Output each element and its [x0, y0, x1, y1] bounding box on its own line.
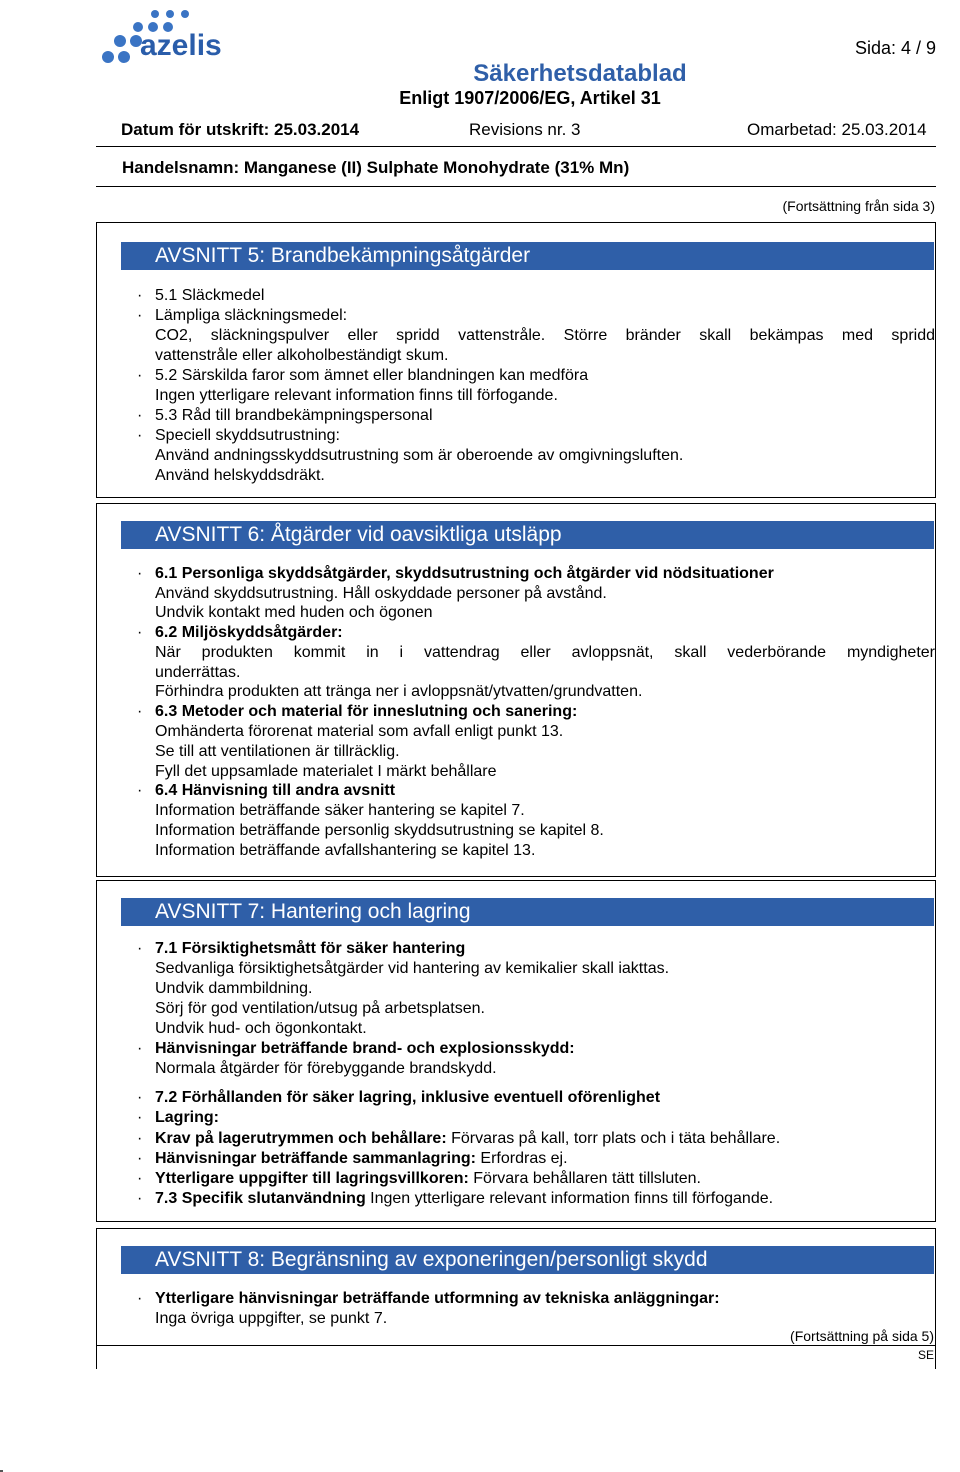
s7-line: 7.3 Specifik slutanvändning Ingen ytterligare relevant information finns till förfogande.: [155, 1190, 774, 1207]
s5-line: Lämpliga släckningsmedel:: [155, 307, 348, 324]
s8-line: Inga övriga uppgifter, se punkt 7.: [155, 1310, 388, 1327]
s5-line: Använd helskyddsdräkt.: [155, 467, 325, 484]
revised-date: Omarbetad: 25.03.2014: [747, 120, 927, 139]
revision-number: Revisions nr. 3: [469, 120, 581, 139]
continued-from: (Fortsättning från sida 3): [782, 198, 935, 214]
s6-line: Information beträffande avfallshantering se kapitel 13.: [155, 842, 536, 859]
s5-line: 5.1 Släckmedel: [155, 287, 265, 304]
section-7-heading: AVSNITT 7: Hantering och lagring: [121, 898, 934, 926]
section-8: AVSNITT 8: Begränsning av exponeringen/personligt skydd · Ytterligare hänvisningar beträffande utformning av tekniska anläggningar: Inga övriga uppgifter, se punkt 7.: [96, 1228, 936, 1369]
s6-line: Fyll det uppsamlade materialet I märkt behållare: [155, 763, 497, 780]
section-8-heading: AVSNITT 8: Begränsning av exponeringen/personligt skydd: [121, 1246, 934, 1274]
s7-line: Undvik hud- och ögonkontakt.: [155, 1020, 367, 1037]
s5-line: CO2, släckningspulver eller spridd vattenstråle. Större bränder skall bekämpas med spridd: [155, 327, 935, 344]
s6-line: 6.4 Hänvisning till andra avsnitt: [155, 782, 396, 799]
s7-line: Krav på lagerutrymmen och behållare: Förvaras på kall, torr plats och i täta behållare.: [155, 1130, 781, 1147]
s6-line: 6.3 Metoder och material för inneslutning och sanering:: [155, 703, 578, 720]
continued-on: (Fortsättning på sida 5): [790, 1328, 934, 1344]
s6-line: Undvik kontakt med huden och ögonen: [155, 604, 433, 621]
header-divider-2: [96, 186, 936, 187]
section-5: AVSNITT 5: Brandbekämpningsåtgärder · 5.1 Släckmedel · Lämpliga släckningsmedel: CO2, släckningspulver eller spridd vattenstråle. Större bränder skall bekämpas med spridd vattenstråle eller alkoholbeständigt skum. · 5.2 Särskilda faror som ämnet eller blandningen kan medföra Ingen ytterligare relevant information finns till förfogande. · 5.3 Råd till brandbekämpningspersonal · Speciell skyddsutrustning: Använd andningsskyddsutrustning som är oberoende av omgivningsluften. Använd helskyddsdräkt.: [96, 222, 936, 498]
trade-name: Handelsnamn: Manganese (II) Sulphate Monohydrate (31% Mn): [122, 158, 630, 177]
s6-line: Använd skyddsutrustning. Håll oskyddade personer på avstånd.: [155, 585, 607, 602]
s6-line: Förhindra produkten att tränga ner i avloppsnät/ytvatten/grundvatten.: [155, 683, 643, 700]
s8-line: Ytterligare hänvisningar beträffande utformning av tekniska anläggningar:: [155, 1290, 720, 1307]
section-5-heading: AVSNITT 5: Brandbekämpningsåtgärder: [121, 242, 934, 270]
s7-line: 7.1 Försiktighetsmått för säker hantering: [155, 940, 466, 957]
document-subtitle: Enligt 1907/2006/EG, Artikel 31: [399, 88, 661, 108]
page-number: Sida: 4 / 9: [854, 38, 936, 58]
s7-line: Normala åtgärder för förebyggande brandskydd.: [155, 1060, 497, 1077]
s5-line: Ingen ytterligare relevant information finns till förfogande.: [155, 387, 558, 404]
s6-line: Se till att ventilationen är tillräcklig.: [155, 743, 400, 760]
s7-line: Hänvisningar beträffande brand- och explosionsskydd:: [155, 1040, 575, 1057]
header-divider: [96, 146, 936, 147]
s5-line: 5.3 Råd till brandbekämpningspersonal: [155, 407, 433, 424]
s5-line: Speciell skyddsutrustning:: [155, 427, 340, 444]
s6-line: När produkten kommit in i vattendrag eller avloppsnät, skall vederbörande myndigheter: [155, 644, 935, 661]
s7-line: Hänvisningar beträffande sammanlagring: Erfordras ej.: [155, 1150, 568, 1167]
s6-line: Information beträffande personlig skyddsutrustning se kapitel 8.: [155, 822, 604, 839]
s6-line: Omhänderta förorenat material som avfall enligt punkt 13.: [155, 723, 564, 740]
s7-line: Sörj för god ventilation/utsug på arbetsplatsen.: [155, 1000, 485, 1017]
section-7: AVSNITT 7: Hantering och lagring · 7.1 Försiktighetsmått för säker hantering Sedvanliga försiktighetsåtgärder vid hantering av kemikalier skall iakttas. Undvik dammbildning. Sörj för god ventilation/utsug på arbetsplatsen. Undvik hud- och ögonkontakt. · Hänvisningar beträffande brand- och explosionsskydd: Normala åtgärder för förebyggande brandskydd. · 7.2 Förhållanden för säker lagring, inklusive eventuell oförenlighet · Lagring: · Krav på lagerutrymmen och behållare: Förvaras på kall, torr plats och i täta behållare. · Hänvisningar beträffande sammanlagring: Erfordras ej. · Ytterligare uppgifter till lagringsvillkoren: Förvara behållaren tätt tillsluten. · 7.3 Specifik slutanvändning Ingen ytterligare relevant information finns till förfogande.: [96, 880, 936, 1222]
footer-divider: [96, 1345, 936, 1346]
s7-line: Lagring:: [155, 1109, 219, 1126]
s7-line: 7.2 Förhållanden för säker lagring, inklusive eventuell oförenlighet: [155, 1089, 661, 1106]
section-6: AVSNITT 6: Åtgärder vid oavsiktliga utsläpp · 6.1 Personliga skyddsåtgärder, skyddsutrustning och åtgärder vid nödsituationer Använd skyddsutrustning. Håll oskyddade personer på avstånd. Undvik kontakt med huden och ögonen · 6.2 Miljöskyddsåtgärder: När produkten kommit in i vattendrag eller avloppsnät, skall vederbörande myndigheter underrättas. Förhindra produkten att tränga ner i avloppsnät/ytvatten/grundvatten. · 6.3 Metoder och material för inneslutning och sanering: Omhänderta förorenat material som avfall enligt punkt 13. Se till att ventilationen är tillräcklig. Fyll det uppsamlade materialet I märkt behållare · 6.4 Hänvisning till andra avsnitt Information beträffande säker hantering se kapitel 7. Information beträffande personlig skyddsutrustning se kapitel 8. Information beträffande avfallshantering se kapitel 13.: [96, 503, 936, 877]
s6-line: Information beträffande säker hantering se kapitel 7.: [155, 802, 525, 819]
s5-line: Använd andningsskyddsutrustning som är oberoende av omgivningsluften.: [155, 447, 684, 464]
s6-line: 6.1 Personliga skyddsåtgärder, skyddsutrustning och åtgärder vid nödsituationer: [155, 565, 774, 582]
s7-line: Undvik dammbildning.: [155, 980, 313, 997]
s6-line: underrättas.: [155, 664, 241, 681]
section-6-heading: AVSNITT 6: Åtgärder vid oavsiktliga utsläpp: [121, 521, 934, 549]
s5-line: 5.2 Särskilda faror som ämnet eller blandningen kan medföra: [155, 367, 589, 384]
document-title: Säkerhetsdatablad: [473, 60, 687, 87]
language-code: SE: [917, 1348, 934, 1362]
s5-line: vattenstråle eller alkoholbeständigt skum.: [155, 347, 449, 364]
svg-text:azelis: azelis: [140, 29, 222, 62]
print-date: Datum för utskrift: 25.03.2014: [121, 120, 360, 139]
s7-line: Ytterligare uppgifter till lagringsvillkoren: Förvara behållaren tätt tillsluten.: [155, 1170, 701, 1187]
s6-line: 6.2 Miljöskyddsåtgärder:: [155, 624, 343, 641]
s7-line: Sedvanliga försiktighetsåtgärder vid hantering av kemikalier skall iakttas.: [155, 960, 670, 977]
